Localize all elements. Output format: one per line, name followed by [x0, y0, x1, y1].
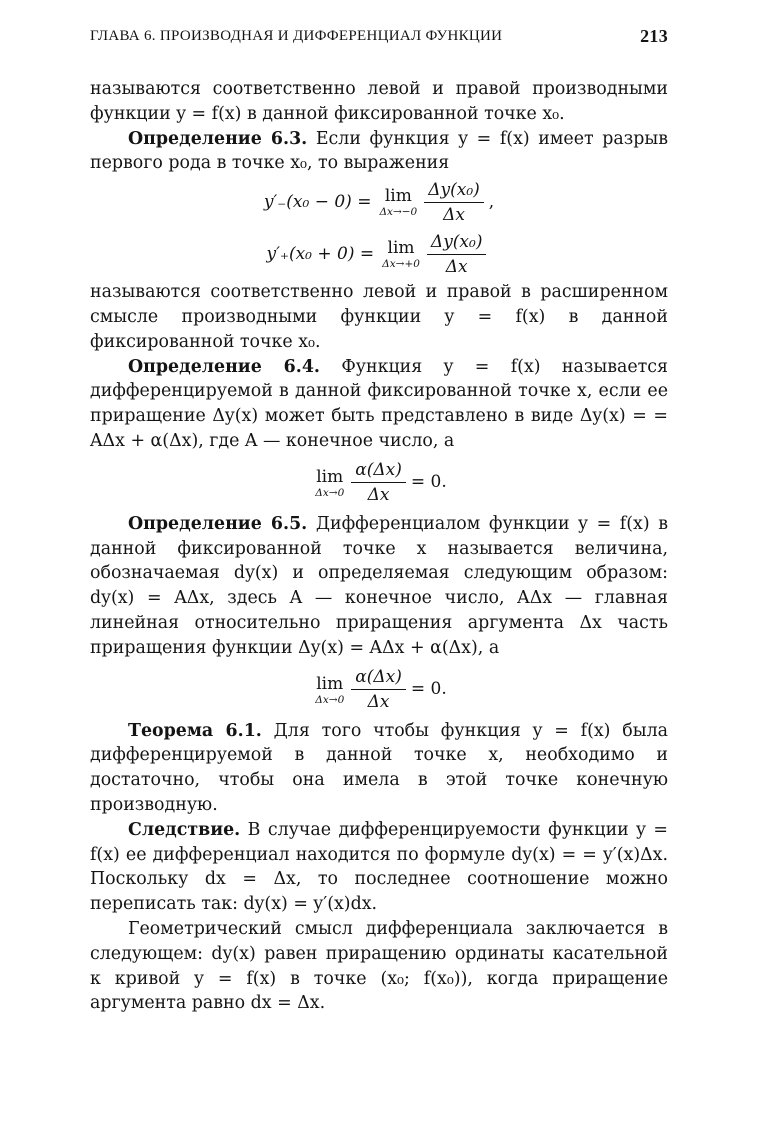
formula-left-derivative: [90, 176, 668, 228]
limit-subscript: Δx→0: [315, 693, 345, 706]
theorem-text: Для того чтобы функция y = f(x) была дифференцируемой в данной точке x, необходимо и достаточно, чтобы она имела в этой точке конечную производную.: [90, 720, 668, 815]
paragraph-geometric-meaning: Геометрический смысл дифференциала заключается в следующем: dy(x) равен приращению ординаты касательной к кривой y = f(x) в точке (x₀; f(x₀)), когда приращение аргумента равно dx = Δx.: [90, 918, 668, 1014]
main-text: [90, 77, 668, 1016]
formula-tail: ,: [488, 191, 495, 212]
formula-lhs: y′₋(x₀ − 0) =: [263, 191, 372, 212]
page-number: 213: [640, 26, 668, 46]
corollary-text: В случае дифференцируемости функции y = f(x) ее дифференциал находится по формуле dy(x) = = y′(x)Δx. Поскольку dx = Δx, то последнее соотношение можно переписать так: dy(x) = y′(x)dx.: [90, 819, 668, 915]
chapter-title: ГЛАВА 6. ПРОИЗВОДНАЯ И ДИФФЕРЕНЦИАЛ ФУНКЦИИ: [90, 28, 503, 44]
fraction: [351, 666, 406, 713]
fraction-denominator: Δx: [445, 256, 468, 277]
fraction: [427, 231, 487, 278]
limit-word: lim: [316, 673, 344, 694]
definition-label: Определение 6.5.: [128, 513, 308, 534]
corollary-label: Следствие.: [128, 819, 241, 840]
definition-label: Определение 6.3.: [128, 128, 308, 149]
limit-subscript: Δx→0: [315, 486, 345, 499]
running-head: [90, 26, 668, 50]
definition-6-4: [90, 355, 668, 454]
formula-right-derivative: [90, 228, 668, 280]
limit-subscript: Δx→−0: [379, 206, 418, 219]
formula-limit-alpha-1: [90, 458, 668, 508]
definition-text: Дифференциалом функции y = f(x) в данной фиксированной точке x называется величина, обозначаемая dy(x) и определяемая следующим образом: dy(x) = AΔx, здесь A — конечное число, AΔx — главная линейная относительно приращения аргумента Δx часть приращения функции Δy(x) = AΔx + α(Δx), а: [90, 513, 669, 658]
fraction-numerator: α(Δx): [351, 459, 406, 483]
limit-operator: [382, 238, 420, 270]
limit-word: lim: [316, 466, 344, 487]
fraction-numerator: Δy(x₀): [427, 231, 487, 255]
definition-6-5: [90, 512, 668, 661]
limit-operator: [315, 467, 344, 499]
definition-text: Функция y = f(x) называется дифференцируемой в данной фиксированной точке x, если ее приращение Δy(x) может быть представлено в виде Δy(x) = = AΔx + α(Δx), где A — конечное число, а: [90, 356, 668, 451]
definition-text: Если функция y = f(x) имеет разрыв первого рода в точке x₀, то выражения: [90, 128, 668, 174]
fraction-denominator: Δx: [443, 204, 465, 225]
paragraph-extended-sense: называются соответственно левой и правой в расширенном смысле производными функции y = f(x) в данной фиксированной точке x₀.: [90, 282, 668, 352]
limit-operator: [315, 674, 344, 706]
limit-word: lim: [387, 238, 415, 259]
limit-subscript: Δx→+0: [382, 258, 420, 271]
limit-operator: [379, 186, 417, 218]
definition-6-3: [90, 127, 668, 177]
formula-limit-alpha-2: [90, 665, 668, 715]
formula-tail: = 0.: [410, 679, 447, 700]
theorem-6-1: [90, 719, 668, 818]
limit-word: lim: [384, 186, 412, 207]
fraction-denominator: Δx: [367, 692, 390, 713]
paragraph-intro: называются соответственно левой и правой производными функции y = f(x) в данной фиксированной точке x₀.: [90, 79, 668, 124]
fraction-numerator: Δy(x₀): [424, 179, 484, 203]
fraction-numerator: α(Δx): [351, 666, 406, 690]
formula-lhs: y′₊(x₀ + 0) =: [266, 243, 375, 264]
fraction: [351, 459, 406, 506]
fraction-denominator: Δx: [367, 485, 390, 506]
formula-tail: = 0.: [410, 472, 447, 493]
corollary: [90, 818, 668, 917]
definition-label: Определение 6.4.: [128, 356, 320, 377]
fraction: [424, 179, 484, 226]
theorem-label: Теорема 6.1.: [128, 720, 262, 741]
